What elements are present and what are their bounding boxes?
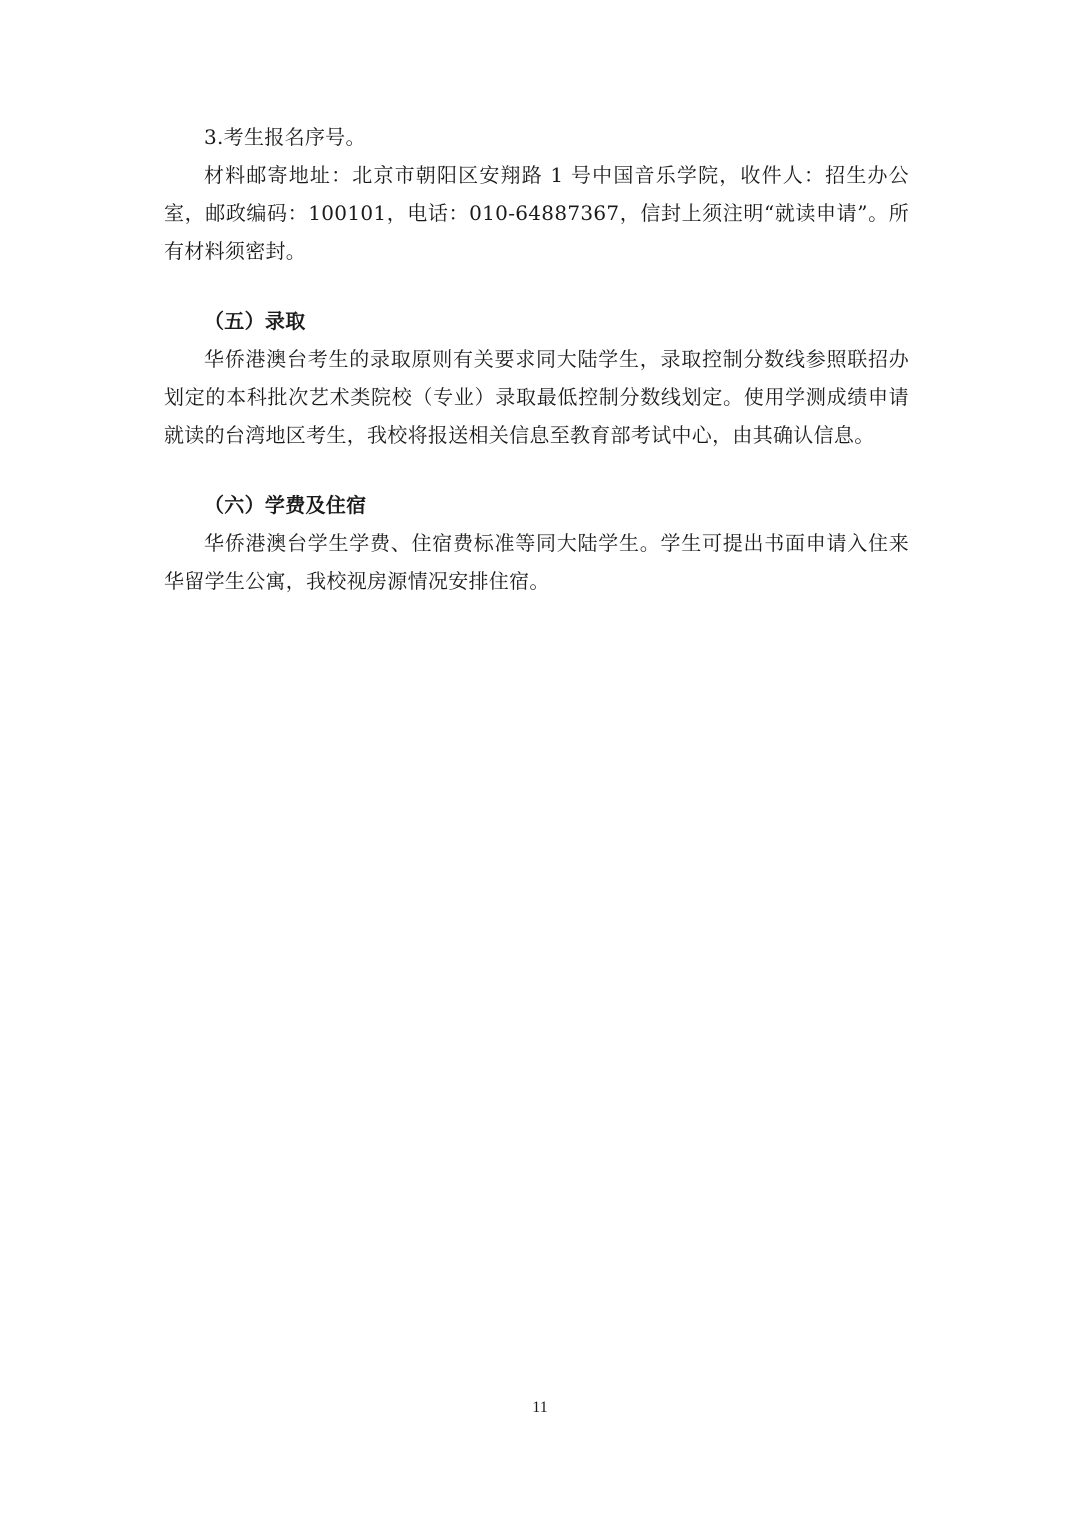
section-5-body: 华侨港澳台考生的录取原则有关要求同大陆学生，录取控制分数线参照联招办划定的本科批次艺术类院校（专业）录取最低控制分数线划定。使用学测成绩申请就读的台湾地区考生，我校将报送相关信息至教育部考试中心，由其确认信息。 [164,347,909,447]
section-spacer [164,454,909,486]
section-6-heading: （六）学费及住宿 [204,493,367,517]
mailing-address-paragraph: 材料邮寄地址：北京市朝阳区安翔路 1 号中国音乐学院，收件人：招生办公室，邮政编码：100101，电话：010-64887367，信封上须注明“就读申请”。所有材料须密封。 [164,163,909,263]
section-6-body: 华侨港澳台学生学费、住宿费标准等同大陆学生。学生可提出书面申请入住来华留学生公寓，我校视房源情况安排住宿。 [164,531,909,593]
item-3-paragraph: 3.考生报名序号。 [204,125,366,149]
page-content [164,118,909,600]
section-5-heading: （五）录取 [204,309,306,333]
section-spacer [164,270,909,302]
page-number: 11 [532,1399,548,1416]
